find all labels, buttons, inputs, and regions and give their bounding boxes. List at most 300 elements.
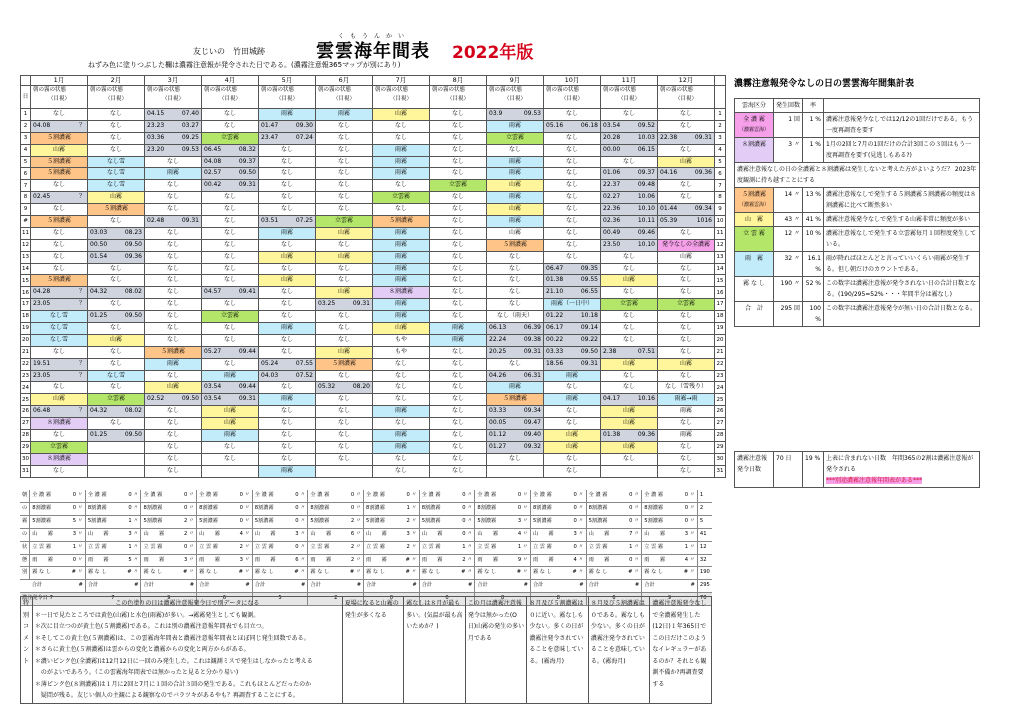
- fog-start: 04.08: [204, 157, 222, 165]
- fog-value: [658, 418, 714, 429]
- summary-cell: [141, 528, 197, 541]
- fog-value: [544, 359, 600, 370]
- fog-value: [601, 180, 657, 191]
- summary-label: 山 霧: [588, 530, 610, 537]
- fog-value: [31, 442, 87, 453]
- fog-cell: [601, 109, 658, 121]
- fog-value: [316, 406, 372, 417]
- fog-type: なし: [622, 324, 635, 332]
- fog-value: [259, 252, 315, 263]
- fog-start: 05.39: [660, 217, 678, 225]
- fog-value: [658, 311, 714, 322]
- fog-cell: [373, 144, 430, 156]
- notice-days-pct: 19 %: [803, 452, 824, 488]
- summary-value: # 〃: [238, 569, 250, 576]
- fog-cell: [31, 144, 88, 156]
- fog-type: なし: [223, 217, 236, 225]
- comment-line: 疑問が残る。友じい個人の主観による観察なのでバラツキがあるやも？再調査することにする。: [34, 692, 299, 699]
- fog-cell: [31, 358, 88, 370]
- sum-cell: [197, 580, 253, 593]
- fog-value: [601, 311, 657, 322]
- day-number: 25: [21, 394, 31, 406]
- day-number-right: 20: [715, 334, 726, 346]
- fog-cell: [658, 109, 715, 121]
- right-count: 3 〃: [774, 138, 803, 163]
- table-row: [21, 109, 726, 121]
- fog-value: [259, 347, 315, 358]
- day-number-right: 24: [715, 382, 726, 394]
- fog-cell: [601, 346, 658, 358]
- summary-label: 全 濃 霧: [477, 492, 497, 498]
- fog-cell: [601, 334, 658, 346]
- fog-type: なし: [166, 264, 179, 272]
- fog-cell: [145, 441, 202, 453]
- summary-cell: [85, 502, 141, 515]
- summary-value: # 〃: [628, 569, 640, 576]
- fog-cell: [202, 216, 259, 228]
- fog-cell: [316, 192, 373, 204]
- fog-type: なし: [679, 193, 692, 201]
- fog-value: [145, 240, 201, 251]
- fog-cell: [544, 394, 601, 406]
- fog-type: なし: [223, 442, 236, 450]
- fog-start: 02.57: [204, 169, 222, 177]
- fog-value: [202, 335, 258, 346]
- state-label: 朝の霧の状態: [432, 87, 466, 93]
- fog-cell: [487, 382, 544, 394]
- fog-value: [544, 418, 600, 429]
- fog-end: 09.38: [523, 335, 541, 343]
- fog-type: 雨霧: [166, 169, 179, 177]
- fog-type: なし: [337, 395, 350, 403]
- day-number-right: 1: [715, 109, 726, 121]
- summary-value: # 〃: [405, 569, 417, 576]
- fog-value: [316, 430, 372, 441]
- table-row: [21, 180, 726, 192]
- fog-value: [601, 323, 657, 334]
- fog-type: 山霧: [679, 157, 692, 165]
- fog-value: [658, 145, 714, 156]
- fog-cell: [544, 358, 601, 370]
- fog-cell: [259, 418, 316, 430]
- summary-value: 0 〃: [295, 517, 306, 524]
- summary-label: 山 霧: [199, 530, 220, 537]
- fog-value: [658, 133, 714, 144]
- fog-type: 雨霧: [280, 466, 293, 474]
- summary-label: 5割濃霧: [254, 517, 274, 524]
- fog-value: [487, 252, 543, 263]
- fog-cell: [487, 406, 544, 418]
- fog-type: なし: [280, 335, 293, 343]
- fog-value: [487, 430, 543, 441]
- fog-type: なし: [451, 228, 464, 236]
- fog-cell: [601, 192, 658, 204]
- fog-type: なし: [679, 454, 692, 462]
- fog-end: 08.02: [124, 288, 142, 296]
- fog-value: [259, 382, 315, 393]
- day-number: 7: [21, 180, 31, 192]
- summary-value: 2 〃: [462, 556, 473, 563]
- fog-cell: [316, 370, 373, 382]
- day-number-right: 17: [715, 299, 726, 311]
- fog-start: 01.27: [489, 442, 507, 450]
- right-pct: 1 %: [803, 113, 824, 138]
- day-number-right: 28: [715, 430, 726, 442]
- fog-value: [31, 371, 87, 382]
- fog-type: 山霧: [508, 205, 521, 213]
- fog-cell: [88, 358, 145, 370]
- fog-cell: [601, 216, 658, 228]
- right-count: 32 〃: [774, 252, 803, 277]
- fog-type: 山霧: [622, 407, 635, 415]
- fog-value: [601, 418, 657, 429]
- fog-value: [373, 157, 429, 168]
- fog-type: ５割濃霧: [160, 347, 185, 355]
- fog-cell: [373, 406, 430, 418]
- fog-cell: [601, 204, 658, 216]
- fog-value: [31, 311, 87, 322]
- fog-value: [259, 466, 315, 477]
- fog-type: なし: [52, 252, 65, 260]
- fog-value: [316, 382, 372, 393]
- fog-cell: [316, 418, 373, 430]
- day-number-right: 29: [715, 441, 726, 453]
- summary-label: 全 濃 霧: [532, 492, 552, 498]
- fog-value: [601, 252, 657, 263]
- fog-type: ５割濃霧: [46, 133, 71, 141]
- fog-value: [88, 311, 144, 322]
- fog-cell: [31, 418, 88, 430]
- summary-value: 0 〃: [183, 504, 195, 511]
- fog-type: 雨霧: [280, 228, 293, 236]
- day-number: 9: [21, 204, 31, 216]
- fog-end: 09.34: [694, 205, 712, 213]
- fog-cell: [658, 263, 715, 275]
- fog-cell: [430, 204, 487, 216]
- sum-cell: [141, 580, 197, 593]
- fog-type: なし: [280, 169, 293, 177]
- fog-type: なし: [109, 110, 122, 117]
- fog-cell: [202, 263, 259, 275]
- fog-start: 03.54: [204, 383, 222, 391]
- fog-type: 雨霧: [394, 431, 407, 439]
- fog-cell: [259, 311, 316, 323]
- fog-value: [202, 252, 258, 263]
- fog-cell: [88, 156, 145, 168]
- fog-value: [316, 121, 372, 132]
- fog-type: なし: [52, 347, 65, 355]
- summary-label: 山 霧: [310, 530, 332, 537]
- fog-cell: [316, 132, 373, 144]
- fog-value: [31, 121, 87, 132]
- fog-type: なし: [679, 276, 692, 284]
- fog-value: [658, 240, 714, 251]
- comment-table: [20, 596, 712, 704]
- fog-cell: [487, 441, 544, 453]
- fog-type: 雨霧: [394, 264, 407, 272]
- fog-value: [202, 240, 258, 251]
- sum-value: #: [523, 582, 528, 589]
- day-number-right: 10: [715, 216, 726, 228]
- fog-cell: [145, 251, 202, 263]
- summary-value: 0 〃: [128, 492, 139, 498]
- fog-value: [31, 109, 87, 120]
- eye-label: （目視）: [218, 96, 241, 102]
- fog-value: [88, 418, 144, 429]
- summary-label: 全 濃 霧: [87, 492, 107, 498]
- fog-value: [658, 264, 714, 275]
- fog-start: 20.25: [489, 347, 507, 355]
- fog-value: [145, 466, 201, 477]
- fog-type: ５割濃霧: [502, 395, 527, 403]
- fog-cell: [373, 465, 430, 477]
- fog-value: [31, 180, 87, 191]
- fog-cell: [373, 382, 430, 394]
- fog-type: なし: [451, 145, 464, 153]
- fog-start: 01.25: [90, 312, 108, 320]
- fog-end: ？: [78, 300, 85, 308]
- summary-cell: [530, 567, 586, 580]
- fog-cell: [145, 465, 202, 477]
- fog-cell: [31, 263, 88, 275]
- fog-type: なし: [622, 383, 635, 391]
- table-row: [21, 299, 726, 311]
- sum-cell: [419, 580, 475, 593]
- fog-value: [658, 430, 714, 441]
- state-label: 朝の霧の状態: [33, 87, 67, 93]
- table-row: [21, 275, 726, 287]
- summary-label: 8割濃霧: [143, 504, 163, 511]
- summary-cell: [252, 567, 308, 580]
- fog-cell: [316, 311, 373, 323]
- fog-cell: [202, 299, 259, 311]
- summary-label: 立 雲 霧: [87, 543, 107, 550]
- fog-type: なし: [565, 110, 578, 117]
- summary-label: 8割濃霧: [366, 504, 385, 511]
- fog-end: ？: [78, 371, 85, 379]
- summary-cell: [586, 515, 642, 528]
- fog-value: [430, 311, 486, 322]
- fog-value: [601, 299, 657, 310]
- fog-value: [202, 264, 258, 275]
- fog-cell: [145, 239, 202, 251]
- fog-value: [373, 252, 429, 263]
- right-category-sub: （濃霧雲海）: [738, 127, 769, 133]
- fog-end: 07.25: [295, 217, 313, 225]
- fog-cell: [658, 334, 715, 346]
- fog-end: 08.20: [352, 383, 370, 391]
- fog-cell: [601, 144, 658, 156]
- day-number: 30: [21, 453, 31, 465]
- summary-label: 立 雲 霧: [366, 543, 385, 550]
- fog-cell: [145, 311, 202, 323]
- fog-value: [430, 157, 486, 168]
- right-category-name: 霧 な し: [743, 280, 765, 287]
- fog-type: なし: [337, 121, 350, 129]
- fog-cell: [373, 120, 430, 132]
- fog-value: [487, 299, 543, 310]
- fog-cell: [145, 180, 202, 192]
- summary-label: 雨 霧: [199, 556, 220, 563]
- notice-value: 8: [475, 593, 531, 606]
- fog-type: なし: [451, 157, 464, 165]
- comment-line: ＊そしてこの黄土色(５割濃霧)は、この雲霧海年間表と濃霧注意報年間表とほぼ同じ発生回数である。: [34, 634, 310, 642]
- day-number-right: 27: [715, 418, 726, 430]
- fog-cell: [658, 156, 715, 168]
- fog-cell: [316, 430, 373, 442]
- fog-type: なし: [52, 466, 65, 474]
- day-number-right: 5: [715, 156, 726, 168]
- fog-cell: [145, 156, 202, 168]
- fog-cell: [544, 465, 601, 477]
- fog-cell: [658, 430, 715, 442]
- fog-type: なし: [679, 228, 692, 236]
- fog-cell: [145, 334, 202, 346]
- fog-type: なし: [280, 157, 293, 165]
- fog-type: 雨霧: [394, 300, 407, 308]
- fog-start: 06.45: [204, 145, 222, 153]
- fog-cell: [259, 346, 316, 358]
- fog-type: 雨霧: [394, 169, 407, 177]
- summary-label: 雨 霧: [644, 556, 666, 563]
- eye-label: （目視）: [446, 96, 469, 102]
- summary-value: 1 〃: [128, 517, 139, 524]
- fog-cell: [487, 263, 544, 275]
- fog-cell: [259, 109, 316, 121]
- day-number-right: 25: [715, 394, 726, 406]
- fog-start: 2.38: [603, 347, 617, 355]
- fog-value: [259, 430, 315, 441]
- fog-value: [316, 204, 372, 215]
- summary-value: 2 〃: [239, 543, 250, 550]
- fog-value: [145, 347, 201, 358]
- fog-end: 09.48: [637, 181, 655, 189]
- fog-type: 山霧: [622, 276, 635, 284]
- fog-type: なし: [337, 324, 350, 332]
- notice-total: 70: [697, 593, 712, 606]
- fog-value: [487, 347, 543, 358]
- fog-value: [88, 287, 144, 298]
- fog-end: 10.10: [637, 205, 655, 213]
- fog-cell: [316, 441, 373, 453]
- fog-value: [88, 133, 144, 144]
- summary-cell: [30, 490, 86, 502]
- fog-value: [259, 168, 315, 179]
- fog-type: なし: [451, 383, 464, 391]
- comment-side-char: 別: [23, 611, 30, 619]
- fog-value: [31, 264, 87, 275]
- summary-value: 3 〃: [517, 517, 528, 524]
- fog-start: 04.17: [603, 395, 621, 403]
- fog-cell: [487, 180, 544, 192]
- fog-cell: [259, 275, 316, 287]
- fog-cell: [202, 192, 259, 204]
- summary-cell: [586, 541, 642, 554]
- state-header: [202, 86, 259, 109]
- fog-cell: [259, 358, 316, 370]
- fog-type: なし: [565, 466, 578, 474]
- fog-cell: [145, 192, 202, 204]
- fog-value: [544, 335, 600, 346]
- fog-value: [88, 466, 144, 477]
- fog-type: 立雲霧: [505, 133, 524, 141]
- fog-type: なし: [451, 300, 464, 308]
- fog-type: なし: [394, 181, 407, 189]
- fog-type: なし: [622, 312, 635, 320]
- fog-type: なし雪: [49, 324, 68, 332]
- summary-right: 12: [697, 541, 712, 554]
- sum-label: 合計: [31, 582, 43, 589]
- summary-right: 190: [697, 567, 712, 580]
- fog-cell: [601, 323, 658, 335]
- fog-cell: [373, 132, 430, 144]
- fog-type: なし: [52, 383, 65, 391]
- fog-value: [202, 418, 258, 429]
- fog-cell: [259, 156, 316, 168]
- fog-cell: [202, 370, 259, 382]
- fog-type: なし: [223, 300, 236, 308]
- fog-value: [202, 359, 258, 370]
- summary-label: 5割濃霧: [421, 517, 441, 524]
- fog-value: [487, 442, 543, 453]
- day-number-right: 31: [715, 465, 726, 477]
- fog-type: なし: [508, 288, 521, 296]
- fog-cell: [145, 394, 202, 406]
- comment-line: ＊薄ピンク色(８割濃霧)は１月に2回と7月に１回の合計３回の発生である。これもほとんどだったのか: [34, 680, 312, 688]
- sum-label: 合計: [532, 582, 544, 589]
- state-label: 朝の霧の状態: [603, 87, 637, 93]
- fog-cell: [259, 441, 316, 453]
- fog-value: [430, 359, 486, 370]
- right-row: [735, 188, 980, 213]
- fog-cell: [88, 382, 145, 394]
- summary-cell: [85, 554, 141, 567]
- fog-value: [316, 133, 372, 144]
- right-mid-note-row: [735, 163, 980, 188]
- fog-cell: [145, 275, 202, 287]
- fog-value: [544, 430, 600, 441]
- summary-cell: [642, 541, 698, 554]
- fog-cell: [202, 109, 259, 121]
- day-number: 15: [21, 275, 31, 287]
- fog-start: 03.03: [90, 228, 108, 236]
- fog-type: 雨霧: [394, 252, 407, 260]
- fog-type: なし: [451, 217, 464, 225]
- fog-cell: [601, 394, 658, 406]
- fog-end: 09.14: [580, 324, 598, 332]
- fog-type: ５割濃霧: [103, 205, 128, 213]
- fog-cell: [430, 192, 487, 204]
- summary-label: 5割濃霧: [310, 517, 330, 524]
- summary-value: 0 〃: [629, 504, 640, 511]
- fog-type: なし: [280, 205, 293, 213]
- fog-cell: [430, 180, 487, 192]
- fog-cell: [430, 453, 487, 465]
- fog-type: 雨霧: [508, 217, 521, 225]
- fog-value: [316, 418, 372, 429]
- fog-start: 04.32: [90, 288, 108, 296]
- fog-cell: [259, 394, 316, 406]
- right-head: 発生回数: [774, 99, 803, 113]
- fog-value: [430, 382, 486, 393]
- fog-value: [430, 204, 486, 215]
- fog-value: [259, 359, 315, 370]
- fog-cell: [88, 216, 145, 228]
- fog-type: なし: [508, 276, 521, 284]
- fog-value: [373, 371, 429, 382]
- fog-cell: [544, 311, 601, 323]
- summary-label: 8割濃霧: [532, 504, 552, 511]
